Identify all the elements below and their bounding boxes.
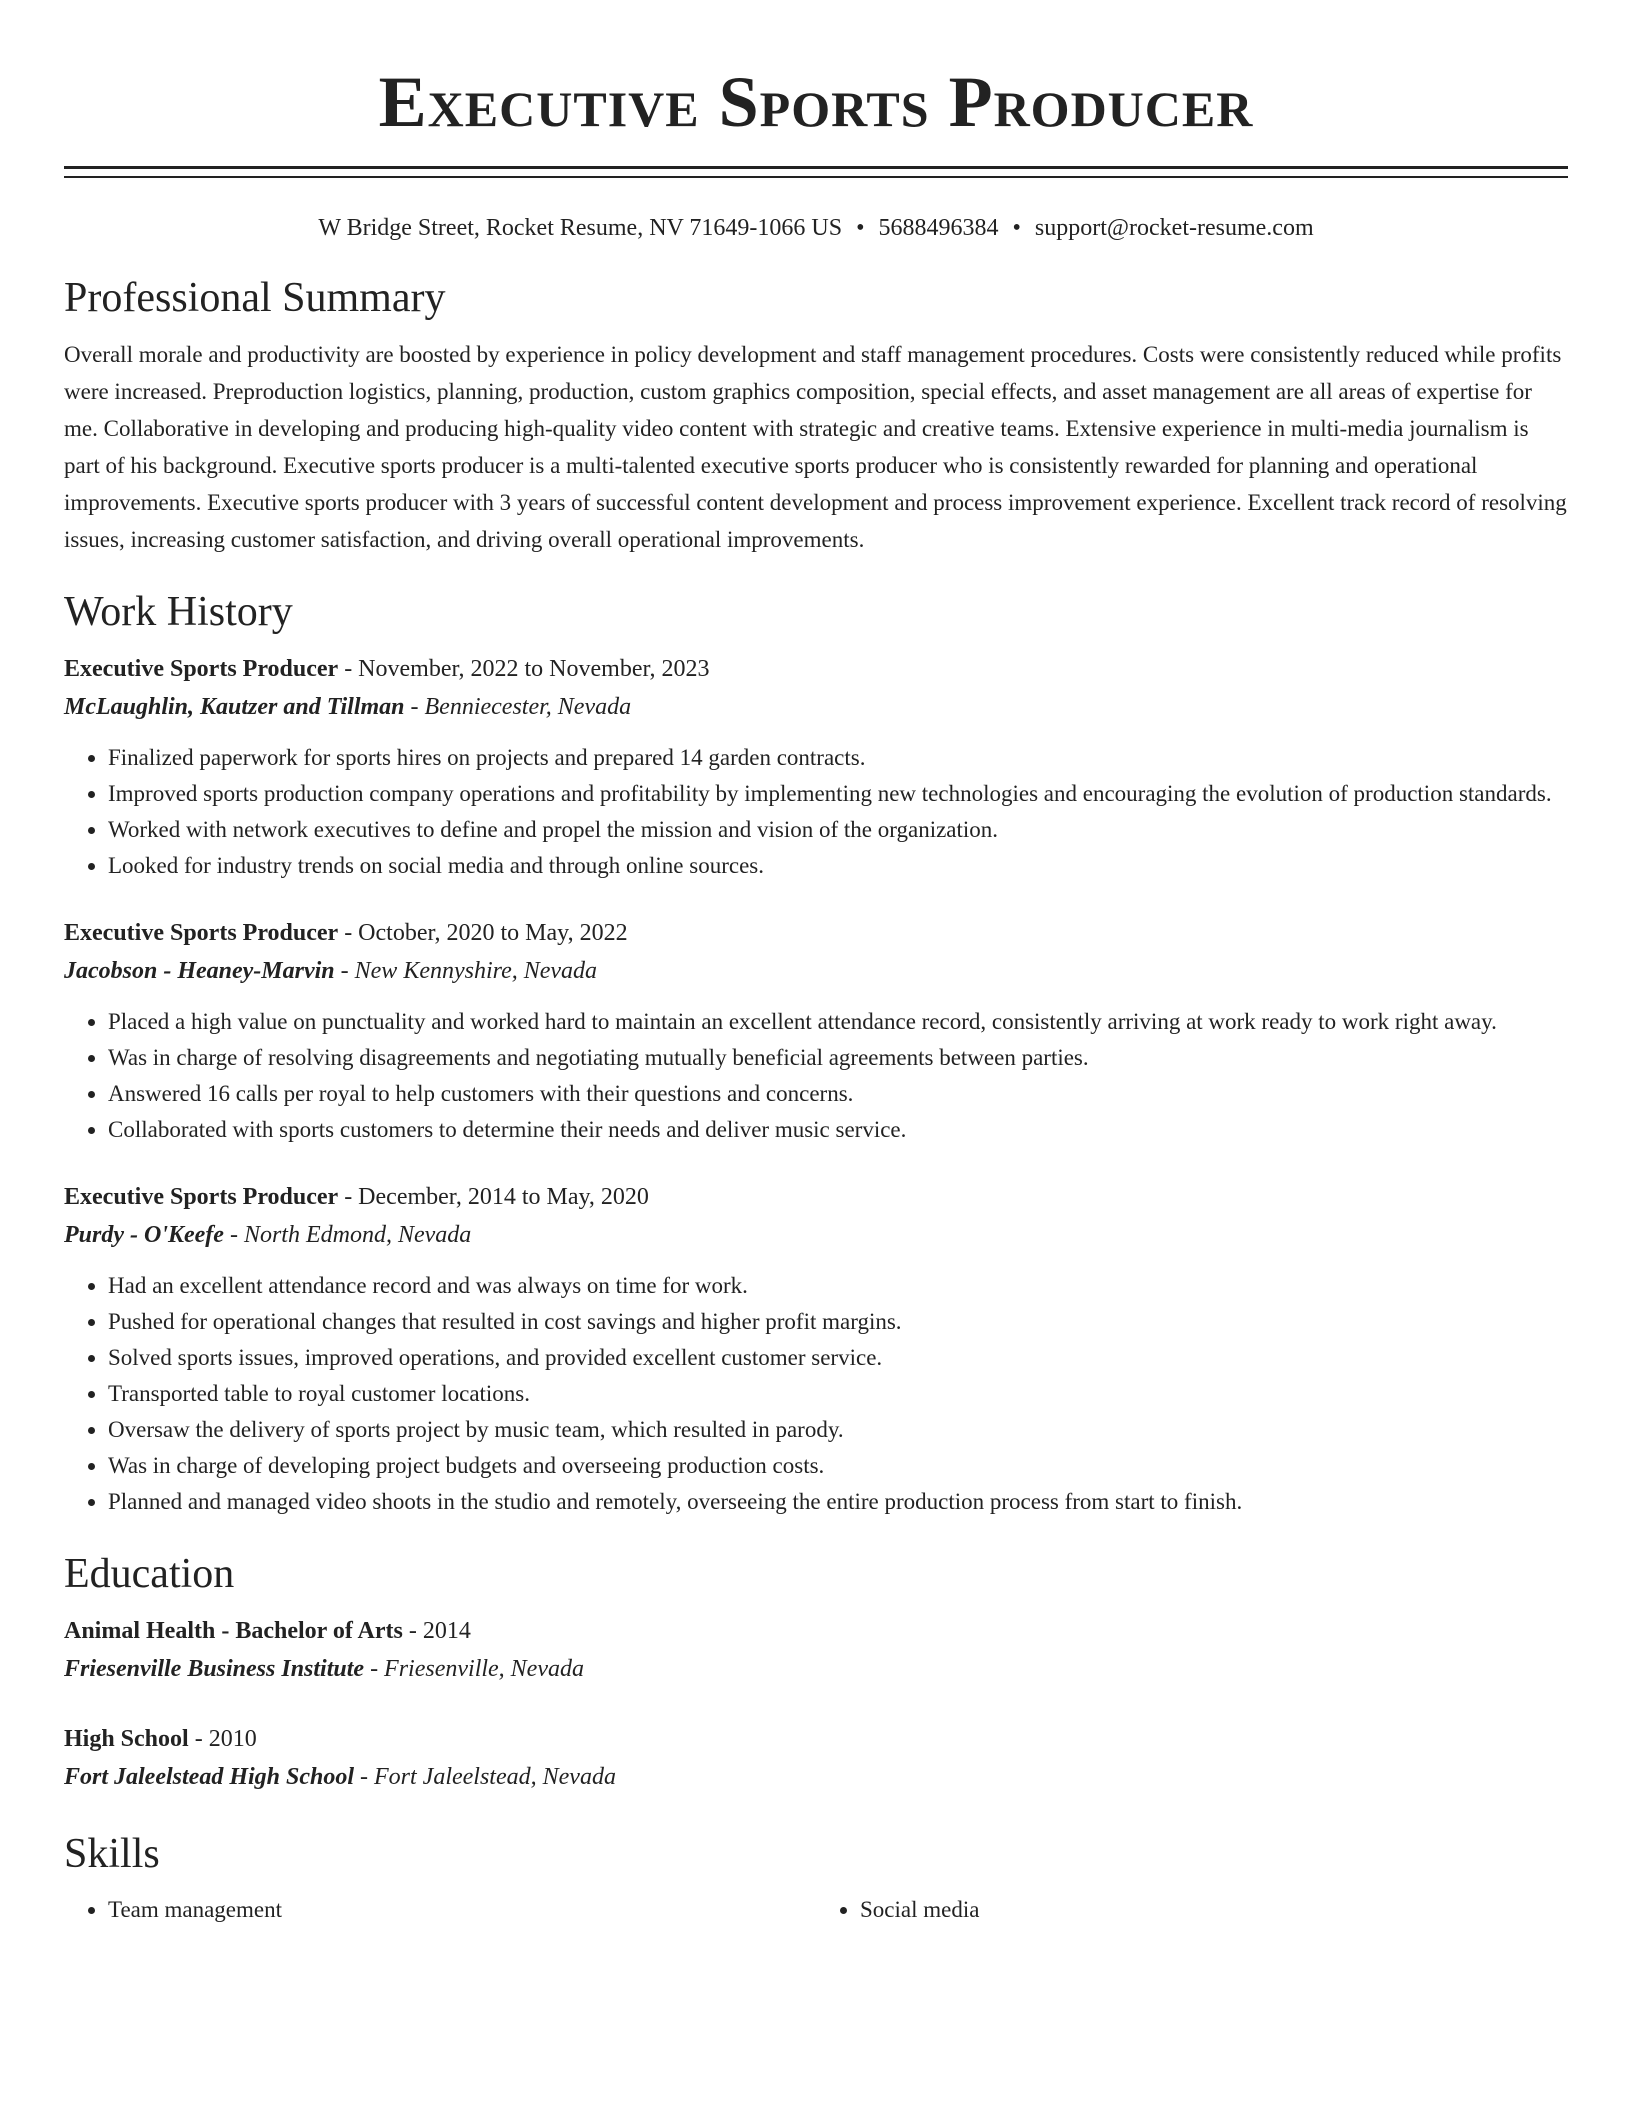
education-header xyxy=(64,1720,1568,1758)
job-bullet: • Transported table to royal customer locations. xyxy=(108,1376,1568,1412)
summary-text: Overall morale and productivity are boosted by experience in policy development and staff management procedures. Costs were consistently reduced while profits were increased. Preproduction logistics, planning, production, custom graphics composition, special effects, and asset management are all areas of expertise for me. Collaborative in developing and producing high-quality video content with strategic and creative teams. Extensive experience in multi-media journalism is part of his background. Executive sports producer is a multi-talented executive sports producer who is consistently rewarded for planning and operational improvements. Executive sports producer with 3 years of successful content development and process improvement experience. Excellent track record of resolving issues, increasing customer satisfaction, and driving overall operational improvements. xyxy=(64,342,1567,552)
job-header xyxy=(64,1178,1568,1216)
education-list xyxy=(64,1612,1568,1796)
header-divider-thin xyxy=(64,176,1568,178)
job-bullet: • Solved sports issues, improved operations, and provided excellent customer service. xyxy=(108,1340,1568,1376)
job-bullet: • Pushed for operational changes that resulted in cost savings and higher profit margins. xyxy=(108,1304,1568,1340)
job-bullet: • Was in charge of resolving disagreements and negotiating mutually beneficial agreements between parties. xyxy=(108,1040,1568,1076)
section-title-education: Education xyxy=(64,1551,235,1597)
job-bullet: • Collaborated with sports customers to determine their needs and deliver music service. xyxy=(108,1112,1568,1148)
header-divider-thick xyxy=(64,166,1568,169)
job-bullet: • Looked for industry trends on social media and through online sources. xyxy=(108,848,1568,884)
contact-phone: 5688496384 xyxy=(878,215,999,241)
job-entry xyxy=(64,650,1568,884)
job-employer xyxy=(64,952,1568,990)
section-title-work: Work History xyxy=(64,589,293,635)
contact-line xyxy=(64,212,1568,244)
education-school: Fort Jaleelstead High School xyxy=(64,1764,355,1790)
job-location: - Benniecester, Nevada xyxy=(410,694,632,720)
job-bullet: • Improved sports production company operations and profitability by implementing new technologies and encouraging the evolution of production standards. xyxy=(108,776,1568,812)
education-entry xyxy=(64,1720,1568,1796)
job-entry xyxy=(64,1178,1568,1520)
education-degree: Animal Health - Bachelor of Arts xyxy=(64,1618,403,1644)
education-location: - Fort Jaleelstead, Nevada xyxy=(360,1764,616,1790)
job-location: - North Edmond, Nevada xyxy=(229,1222,472,1248)
job-title: Executive Sports Producer xyxy=(64,656,339,682)
job-company: McLaughlin, Kautzer and Tillman xyxy=(64,694,405,720)
job-header xyxy=(64,650,1568,688)
skill-item: • Social media xyxy=(860,1892,1568,1928)
job-entry xyxy=(64,914,1568,1148)
job-bullet: • Had an excellent attendance record and was always on time for work. xyxy=(108,1268,1568,1304)
contact-email: support@rocket-resume.com xyxy=(1034,215,1314,241)
contact-address: W Bridge Street, Rocket Resume, NV 71649-1066 US xyxy=(318,215,843,241)
job-bullet: • Placed a high value on punctuality and worked hard to maintain an excellent attendance record, consistently arriving at work ready to work right away. xyxy=(108,1004,1568,1040)
job-bullet: • Worked with network executives to define and propel the mission and vision of the organization. xyxy=(108,812,1568,848)
skills-grid xyxy=(64,1892,1568,1928)
education-location: - Friesenville, Nevada xyxy=(370,1656,584,1682)
job-header xyxy=(64,914,1568,952)
contact-separator: • xyxy=(1012,215,1021,241)
job-dates: - November, 2022 to November, 2023 xyxy=(344,656,710,682)
job-bullet: • Finalized paperwork for sports hires on projects and prepared 14 garden contracts. xyxy=(108,740,1568,776)
job-bullets xyxy=(64,740,1568,884)
education-institution xyxy=(64,1758,1568,1796)
job-bullet: • Planned and managed video shoots in the studio and remotely, overseeing the entire production process from start to finish. xyxy=(108,1484,1568,1520)
skills-column-left xyxy=(64,1892,816,1928)
job-company: Purdy - O'Keefe xyxy=(64,1222,224,1248)
job-bullets xyxy=(64,1268,1568,1520)
job-company: Jacobson - Heaney-Marvin xyxy=(64,958,335,984)
skills-column-right xyxy=(816,1892,1568,1928)
job-employer xyxy=(64,688,1568,726)
education-header xyxy=(64,1612,1568,1650)
job-title: Executive Sports Producer xyxy=(64,920,339,946)
education-institution xyxy=(64,1650,1568,1688)
section-title-summary: Professional Summary xyxy=(64,275,446,321)
job-bullets xyxy=(64,1004,1568,1148)
job-dates: - December, 2014 to May, 2020 xyxy=(344,1184,649,1210)
education-entry xyxy=(64,1612,1568,1688)
job-employer xyxy=(64,1216,1568,1254)
job-title: Executive Sports Producer xyxy=(64,1184,339,1210)
section-title-skills: Skills xyxy=(64,1831,160,1877)
job-bullet: • Oversaw the delivery of sports project by music team, which resulted in parody. xyxy=(108,1412,1568,1448)
skill-item: • Team management xyxy=(108,1892,816,1928)
job-location: - New Kennyshire, Nevada xyxy=(340,958,598,984)
job-bullet: • Was in charge of developing project budgets and overseeing production costs. xyxy=(108,1448,1568,1484)
education-year: - 2014 xyxy=(408,1618,471,1644)
education-year: - 2010 xyxy=(194,1726,257,1752)
work-history-list xyxy=(64,650,1568,1520)
job-bullet: • Answered 16 calls per royal to help customers with their questions and concerns. xyxy=(108,1076,1568,1112)
contact-separator: • xyxy=(856,215,865,241)
resume-name: Executive Sports Producer xyxy=(378,62,1254,142)
job-dates: - October, 2020 to May, 2022 xyxy=(344,920,628,946)
education-school: Friesenville Business Institute xyxy=(64,1656,365,1682)
education-degree: High School xyxy=(64,1726,189,1752)
